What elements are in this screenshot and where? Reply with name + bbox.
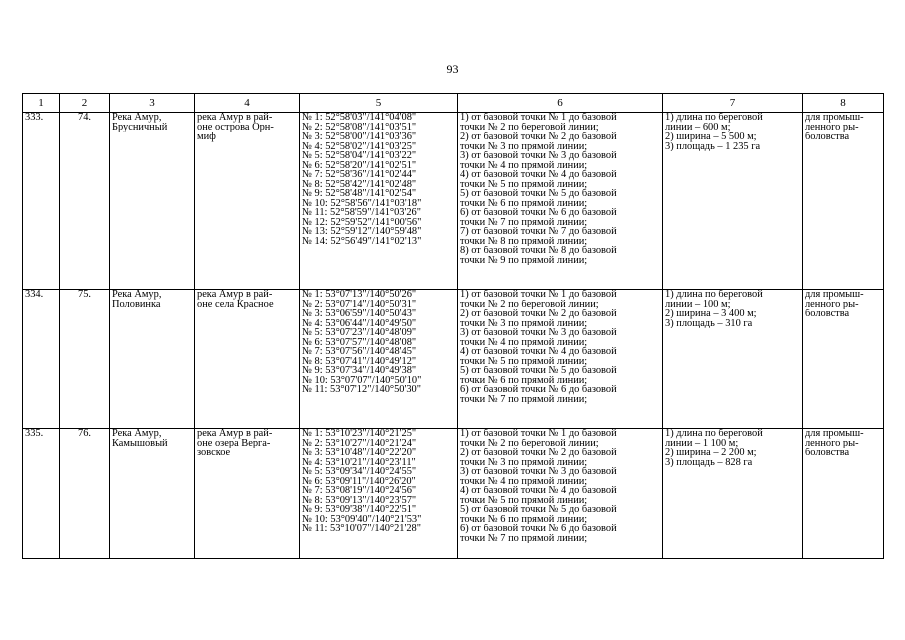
- cell-line: 8) от базовой точки № 8 до базовой: [460, 246, 617, 256]
- cell-line: точки № 4 по прямой линии;: [460, 337, 588, 347]
- cell-line: № 4: 53°10'21"/140°23'11": [302, 457, 416, 467]
- cell-line: № 11: 52°58'59"/141°03'26": [302, 208, 421, 218]
- cell-line: ленного ры-: [805, 122, 859, 132]
- header-cell: 2: [60, 94, 110, 113]
- cell-line: 5) от базовой точки № 5 до базовой: [460, 189, 617, 199]
- cell-line: Река Амур,: [112, 429, 162, 439]
- boundary-description: [458, 113, 663, 290]
- cell-line: оне села Красное: [197, 299, 274, 309]
- cell-line: № 2: 53°07'14"/140°50'31": [302, 299, 417, 309]
- cell-line: 1) от базовой точки № 1 до базовой: [460, 113, 617, 123]
- cell-line: № 2: 52°58'08"/141°03'51": [302, 122, 417, 132]
- fishing-areas-table: [22, 93, 884, 559]
- cell-line: точки № 3 по прямой линии;: [460, 457, 588, 467]
- header-cell: 6: [458, 94, 663, 113]
- cell-line: 2) от базовой точки № 2 до базовой: [460, 309, 617, 319]
- cell-line: 5) от базовой точки № 5 до базовой: [460, 366, 617, 376]
- cell-line: точки № 3 по прямой линии;: [460, 141, 588, 151]
- header-cell: 1: [23, 94, 60, 113]
- table-row: [23, 113, 884, 290]
- cell-line: для промыш-: [805, 429, 864, 439]
- cell-line: точки № 7 по прямой линии;: [460, 217, 588, 227]
- cell-line: ленного ры-: [805, 438, 859, 448]
- cell-line: оне озера Верга-: [197, 438, 271, 448]
- row-number: 335.: [23, 429, 60, 559]
- row-subnumber: 76.: [60, 429, 110, 559]
- cell-line: 6) от базовой точки № 6 до базовой: [460, 524, 617, 534]
- row-number: 334.: [23, 290, 60, 429]
- header-row: [23, 94, 884, 113]
- area-name: [110, 429, 195, 559]
- cell-line: Камышовый: [112, 438, 168, 448]
- cell-line: 3) от базовой точки № 3 до базовой: [460, 328, 617, 338]
- cell-line: № 2: 53°10'27"/140°21'24": [302, 438, 417, 448]
- cell-line: 1) от базовой точки № 1 до базовой: [460, 290, 617, 300]
- cell-line: 1) длина по береговой: [665, 290, 763, 300]
- cell-line: 1) длина по береговой: [665, 429, 763, 439]
- cell-line: 4) от базовой точки № 4 до базовой: [460, 170, 617, 180]
- cell-line: точки № 5 по прямой линии;: [460, 495, 588, 505]
- cell-line: 2) ширина – 5 500 м;: [665, 132, 757, 142]
- cell-line: № 6: 53°07'57"/140°48'08": [302, 337, 417, 347]
- cell-line: № 5: 53°09'34"/140°24'55": [302, 467, 417, 477]
- base-point-coordinates: [300, 429, 458, 559]
- cell-line: № 1: 53°10'23"/140°21'25": [302, 429, 417, 439]
- cell-line: 2) ширина – 3 400 м;: [665, 309, 757, 319]
- cell-line: № 4: 53°06'44"/140°49'50": [302, 318, 417, 328]
- cell-line: для промыш-: [805, 113, 864, 123]
- cell-line: точки № 2 по береговой линии;: [460, 122, 599, 132]
- cell-line: 3) площадь – 1 235 га: [665, 141, 761, 151]
- cell-line: № 3: 53°06'59"/140°50'43": [302, 309, 417, 319]
- cell-line: точки № 7 по прямой линии;: [460, 533, 588, 543]
- area-purpose: [803, 113, 884, 290]
- row-subnumber: 74.: [60, 113, 110, 290]
- cell-line: № 9: 52°58'48"/141°02'54": [302, 189, 417, 199]
- cell-line: Брусничный: [112, 122, 168, 132]
- cell-line: № 9: 53°09'38"/140°22'51": [302, 505, 417, 515]
- cell-line: № 8: 53°07'41"/140°49'12": [302, 356, 417, 366]
- cell-line: точки № 8 по прямой линии;: [460, 236, 588, 246]
- cell-line: № 9: 53°07'34"/140°49'38": [302, 366, 417, 376]
- area-purpose: [803, 290, 884, 429]
- cell-line: линии – 1 100 м;: [665, 438, 739, 448]
- area-location: [195, 429, 300, 559]
- header-cell: 5: [300, 94, 458, 113]
- cell-line: точки № 7 по прямой линии;: [460, 394, 588, 404]
- cell-line: 2) от базовой точки № 2 до базовой: [460, 132, 617, 142]
- cell-line: точки № 4 по прямой линии;: [460, 476, 588, 486]
- cell-line: Половинка: [112, 299, 161, 309]
- page-number: 93: [446, 62, 459, 76]
- cell-line: точки № 2 по береговой линии;: [460, 438, 599, 448]
- cell-line: № 3: 52°58'00"/141°03'36": [302, 132, 417, 142]
- cell-line: 4) от базовой точки № 4 до базовой: [460, 486, 617, 496]
- cell-line: точки № 6 по прямой линии;: [460, 375, 588, 385]
- cell-line: ленного ры-: [805, 299, 859, 309]
- cell-line: № 5: 52°58'04"/141°03'22": [302, 151, 417, 161]
- cell-line: № 6: 53°09'11"/140°26'20": [302, 476, 416, 486]
- cell-line: 3) от базовой точки № 3 до базовой: [460, 151, 617, 161]
- area-purpose: [803, 429, 884, 559]
- cell-line: точки № 5 по прямой линии;: [460, 179, 588, 189]
- table-row: [23, 429, 884, 559]
- cell-line: река Амур в рай-: [197, 429, 273, 439]
- cell-line: № 10: 53°07'07"/140°50'10": [302, 375, 422, 385]
- cell-line: точки № 5 по прямой линии;: [460, 356, 588, 366]
- cell-line: № 10: 53°09'40"/140°21'53": [302, 514, 422, 524]
- header-cell: 4: [195, 94, 300, 113]
- header-cell: 3: [110, 94, 195, 113]
- cell-line: № 4: 52°58'02"/141°03'25": [302, 141, 417, 151]
- cell-line: 2) ширина – 2 200 м;: [665, 448, 757, 458]
- area-location: [195, 290, 300, 429]
- cell-line: точки № 3 по прямой линии;: [460, 318, 588, 328]
- cell-line: № 1: 53°07'13"/140°50'26": [302, 290, 417, 300]
- cell-line: боловства: [805, 448, 850, 458]
- cell-line: № 14: 52°56'49"/141°02'13": [302, 236, 422, 246]
- area-dimensions: [663, 113, 803, 290]
- boundary-description: [458, 290, 663, 429]
- cell-line: № 7: 53°08'19"/140°24'56": [302, 486, 417, 496]
- header-cell: 8: [803, 94, 884, 113]
- cell-line: № 11: 53°07'12"/140°50'30": [302, 385, 421, 395]
- cell-line: линии – 600 м;: [665, 122, 731, 132]
- cell-line: № 7: 52°58'36"/141°02'44": [302, 170, 417, 180]
- cell-line: № 10: 52°58'56"/141°03'18": [302, 198, 422, 208]
- cell-line: 1) длина по береговой: [665, 113, 763, 123]
- cell-line: № 7: 53°07'56"/140°48'45": [302, 347, 417, 357]
- cell-line: 4) от базовой точки № 4 до базовой: [460, 347, 617, 357]
- cell-line: Река Амур,: [112, 113, 162, 123]
- cell-line: боловства: [805, 132, 850, 142]
- cell-line: № 5: 53°07'23"/140°48'09": [302, 328, 417, 338]
- table-row: [23, 290, 884, 429]
- cell-line: 2) от базовой точки № 2 до базовой: [460, 448, 617, 458]
- area-name: [110, 113, 195, 290]
- cell-line: точки № 4 по прямой линии;: [460, 160, 588, 170]
- cell-line: 6) от базовой точки № 6 до базовой: [460, 208, 617, 218]
- row-subnumber: 75.: [60, 290, 110, 429]
- row-number: 333.: [23, 113, 60, 290]
- base-point-coordinates: [300, 113, 458, 290]
- cell-line: № 8: 53°09'13"/140°23'57": [302, 495, 417, 505]
- cell-line: № 13: 52°59'12"/140°59'48": [302, 227, 422, 237]
- area-dimensions: [663, 429, 803, 559]
- cell-line: 3) площадь – 310 га: [665, 318, 753, 328]
- cell-line: № 3: 53°10'48"/140°22'20": [302, 448, 417, 458]
- cell-line: река Амур в рай-: [197, 290, 273, 300]
- cell-line: № 8: 52°58'42"/141°02'48": [302, 179, 417, 189]
- cell-line: для промыш-: [805, 290, 864, 300]
- base-point-coordinates: [300, 290, 458, 429]
- cell-line: 6) от базовой точки № 6 до базовой: [460, 385, 617, 395]
- cell-line: № 11: 53°10'07"/140°21'28": [302, 524, 421, 534]
- area-dimensions: [663, 290, 803, 429]
- cell-line: миф: [197, 132, 216, 142]
- cell-line: точки № 6 по прямой линии;: [460, 514, 588, 524]
- cell-line: точки № 2 по береговой линии;: [460, 299, 599, 309]
- cell-line: 3) от базовой точки № 3 до базовой: [460, 467, 617, 477]
- area-location: [195, 113, 300, 290]
- cell-line: 3) площадь – 828 га: [665, 457, 753, 467]
- cell-line: № 6: 52°58'20"/141°02'51": [302, 160, 417, 170]
- header-cell: 7: [663, 94, 803, 113]
- area-name: [110, 290, 195, 429]
- cell-line: оне острова Орн-: [197, 122, 274, 132]
- cell-line: 5) от базовой точки № 5 до базовой: [460, 505, 617, 515]
- cell-line: Река Амур,: [112, 290, 162, 300]
- cell-line: зовское: [197, 448, 231, 458]
- cell-line: точки № 9 по прямой линии;: [460, 255, 588, 265]
- cell-line: № 1: 52°58'03"/141°04'08": [302, 113, 417, 123]
- boundary-description: [458, 429, 663, 559]
- cell-line: № 12: 52°59'52"/141°00'56": [302, 217, 422, 227]
- cell-line: линии – 100 м;: [665, 299, 731, 309]
- cell-line: 7) от базовой точки № 7 до базовой: [460, 227, 617, 237]
- cell-line: река Амур в рай-: [197, 113, 273, 123]
- cell-line: 1) от базовой точки № 1 до базовой: [460, 429, 617, 439]
- cell-line: точки № 6 по прямой линии;: [460, 198, 588, 208]
- cell-line: боловства: [805, 309, 850, 319]
